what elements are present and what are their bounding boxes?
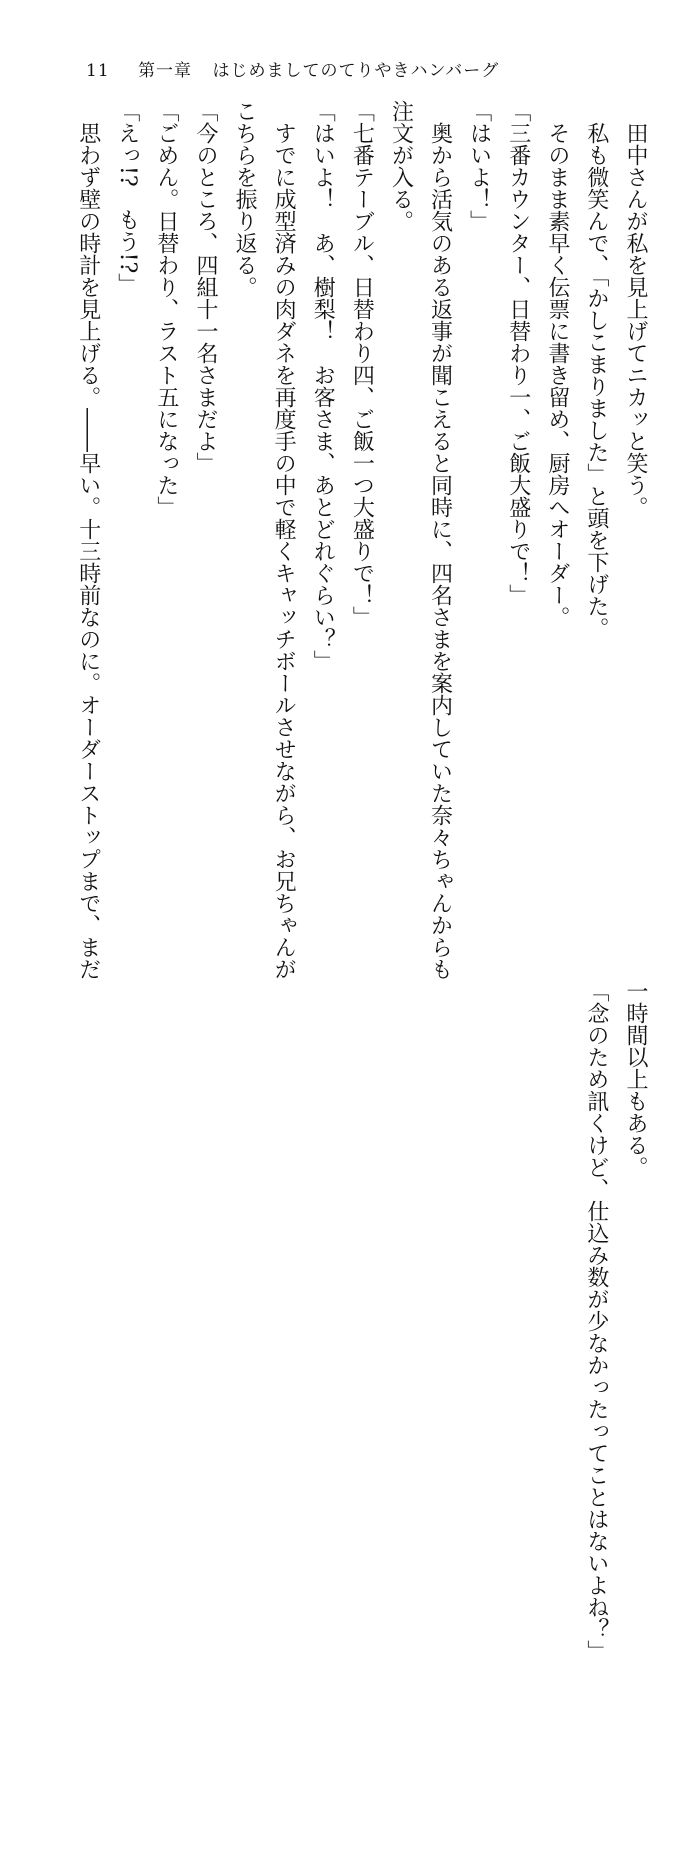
text-line: 「今のところ、四組十一名さまだよ」 <box>192 100 218 474</box>
text-line: 田中さんが私を見上げてニカッと笑う。 <box>623 100 648 518</box>
text-line: 注文が入る。 <box>388 100 414 232</box>
text-line: 思わず壁の時計を見上げる。――早い。十三時前なのに。オーダーストップまで、まだ <box>75 100 101 980</box>
text-line: 私も微笑んで、「かしこまりました」と頭を下げた。 <box>583 100 609 639</box>
text-line: 「ごめん。日替わり、ラスト五になった」 <box>153 100 179 518</box>
text-line: 「はいよ！ あ、樹梨！ お客さま、あとどれぐらい？」 <box>310 100 336 672</box>
chapter-label: 第一章 <box>138 61 193 81</box>
text-line: 「えっ!? もう!?」 <box>114 100 140 296</box>
page-number: 11 <box>86 61 110 81</box>
text-line: 「三番カウンター、日替わり一、ご飯大盛りで！」 <box>505 100 531 606</box>
text-line: そのまま素早く伝票に書き留め、厨房へオーダー。 <box>544 100 570 628</box>
text-line: 一時間以上もある。 <box>623 980 648 1178</box>
text-line: 「はいよ！」 <box>466 100 492 232</box>
text-line: すでに成型済みの肉ダネを再度手の中で軽くキャッチボールさせながら、お兄ちゃんが <box>271 100 297 980</box>
text-line: 奥から活気のある返事が聞こえると同時に、四名さまを案内していた奈々ちゃんからも <box>427 100 453 980</box>
chapter-title: はじめましてのてりやきハンバーグ <box>212 61 500 81</box>
running-header <box>86 56 657 81</box>
text-line: 「七番テーブル、日替わり四、ご飯一つ大盛りで！」 <box>349 100 375 628</box>
text-line: 「念のため訊くけど、仕込み数が少なかったってことはないよね？」 <box>583 980 609 1662</box>
text-line: こちらを振り返る。 <box>232 100 258 298</box>
page-body <box>40 100 652 1662</box>
